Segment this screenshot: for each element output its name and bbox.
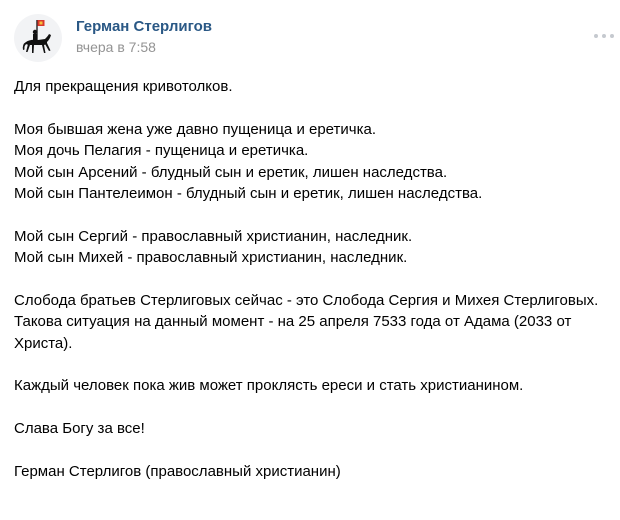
avatar[interactable] bbox=[14, 14, 62, 62]
post-line: Такова ситуация на данный момент - на 25 апреля 7533 года от Адама (2033 от bbox=[14, 313, 572, 331]
post-text bbox=[14, 76, 618, 482]
post-line: Для прекращения кривотолков. bbox=[14, 78, 233, 95]
horseman-with-flag-icon bbox=[14, 14, 62, 62]
post-line: Мой сын Пантелеимон - блудный сын и еретик, лишен наследства. bbox=[14, 184, 483, 202]
post-line-gap bbox=[14, 354, 618, 375]
post-line-gap bbox=[14, 397, 618, 418]
dot bbox=[610, 34, 614, 38]
post-header bbox=[14, 14, 614, 62]
more-icon[interactable] bbox=[594, 30, 614, 42]
post-line: Каждый человек пока жив может проклясть ереси и стать христианином. bbox=[14, 377, 524, 395]
post-line-gap bbox=[14, 97, 618, 118]
post-line: Мой сын Сергий - православный христианин, наследник. bbox=[14, 227, 413, 245]
post-line: Моя дочь Пелагия - пущеница и еретичка. bbox=[14, 142, 309, 160]
dot bbox=[602, 34, 606, 38]
post-line-gap bbox=[14, 440, 618, 461]
post-line: Слобода братьев Стерлиговых сейчас - это Слобода Сергия и Михея Стерлиговых. bbox=[14, 291, 599, 309]
post-line-gap bbox=[14, 204, 618, 225]
post-line: Герман Стерлигов (православный христианин) bbox=[14, 463, 341, 481]
post-line-gap bbox=[14, 269, 618, 290]
post-line: Слава Богу за все! bbox=[14, 420, 145, 438]
post-line: Мой сын Арсений - блудный сын и еретик, лишен наследства. bbox=[14, 163, 448, 181]
post-line: Мой сын Михей - православный христианин, наследник. bbox=[14, 249, 408, 267]
post-line: Христа). bbox=[14, 334, 73, 352]
post-time[interactable]: вчера в 7:58 bbox=[76, 39, 156, 55]
post-line: Моя бывшая жена уже давно пущеница и еретичка. bbox=[14, 120, 376, 138]
author-name[interactable]: Герман Стерлигов bbox=[76, 18, 213, 35]
dot bbox=[594, 34, 598, 38]
